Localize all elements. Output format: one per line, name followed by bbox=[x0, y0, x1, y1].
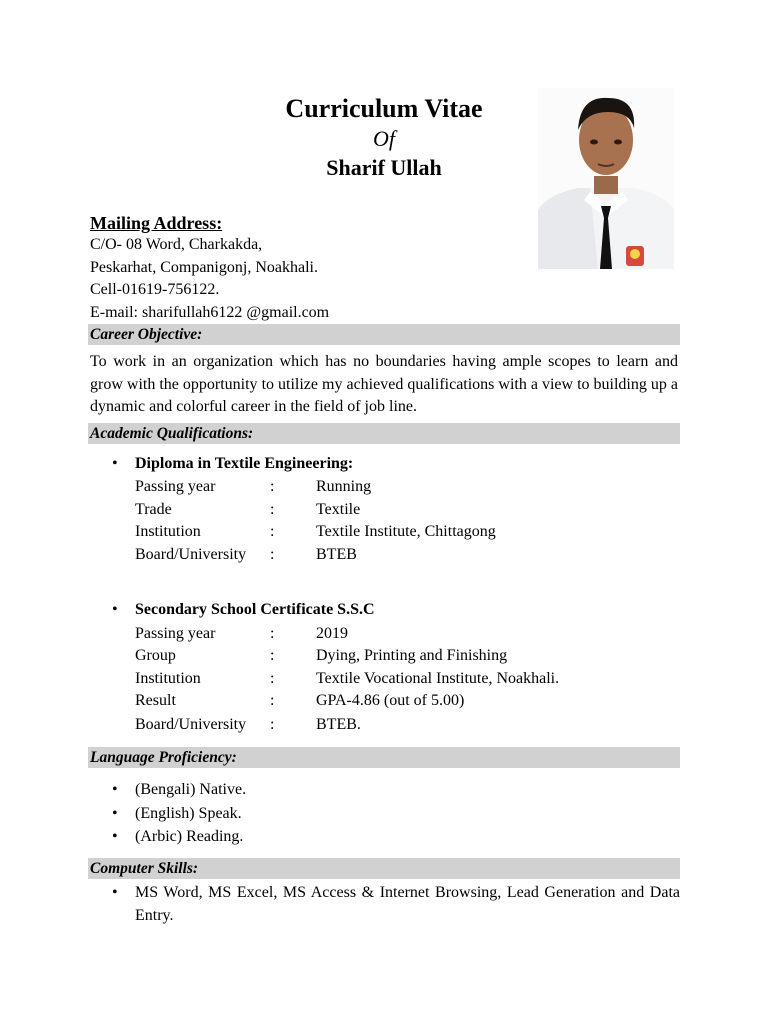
computer-skills-heading: Computer Skills: bbox=[88, 858, 680, 879]
computer-skill-item bbox=[112, 882, 680, 927]
row-key: Group bbox=[135, 647, 176, 664]
title-of: Of bbox=[373, 126, 395, 151]
computer-skill-text: MS Word, MS Excel, MS Access & Internet Browsing, Lead Generation and Data Entry. bbox=[135, 884, 680, 924]
bullet-glyph: • bbox=[112, 781, 118, 798]
row-colon: : bbox=[270, 500, 275, 518]
email-line: E-mail: sharifullah6122 @gmail.com bbox=[90, 303, 330, 321]
diploma-title: Diploma in Textile Engineering: bbox=[135, 455, 354, 472]
row-value: BTEB. bbox=[316, 716, 361, 733]
row-value: Textile bbox=[316, 500, 361, 518]
phone-line: Cell-01619-756122. bbox=[90, 281, 220, 298]
row-key: Passing year bbox=[135, 478, 216, 495]
language-label: (Arbic) Reading. bbox=[135, 828, 244, 845]
language-label: (English) Speak. bbox=[135, 804, 242, 822]
row-key: Institution bbox=[135, 523, 201, 540]
row-colon: : bbox=[270, 716, 275, 733]
language-label: (Bengali) Native. bbox=[135, 781, 247, 798]
candidate-name: Sharif Ullah bbox=[326, 155, 442, 180]
row-colon: : bbox=[270, 647, 275, 664]
row-value: Dying, Printing and Finishing bbox=[316, 647, 508, 664]
ssc-row bbox=[135, 645, 655, 668]
row-value: Textile Vocational Institute, Noakhali. bbox=[316, 669, 560, 687]
bullet-glyph: • bbox=[112, 804, 118, 822]
bullet-glyph: • bbox=[112, 455, 118, 472]
row-key: Result bbox=[135, 692, 176, 709]
ssc-row bbox=[135, 690, 655, 713]
profile-photo-illustration bbox=[538, 88, 674, 269]
row-value: BTEB bbox=[316, 545, 357, 563]
row-colon: : bbox=[270, 478, 275, 495]
mailing-address-heading: Mailing Address: bbox=[90, 213, 223, 233]
row-key: Institution bbox=[135, 669, 201, 687]
address-line-1: C/O- 08 Word, Charkakda, bbox=[90, 236, 263, 253]
diploma-row bbox=[135, 476, 655, 499]
address-line-2: Peskarhat, Companigonj, Noakhali. bbox=[90, 258, 318, 276]
row-colon: : bbox=[270, 669, 275, 687]
row-value: 2019 bbox=[316, 624, 348, 642]
row-colon: : bbox=[270, 624, 275, 642]
bullet-glyph: • bbox=[112, 884, 118, 901]
ssc-row bbox=[135, 668, 655, 691]
ssc-row bbox=[135, 714, 655, 737]
diploma-row bbox=[135, 521, 655, 544]
academic-qualifications-heading: Academic Qualifications: bbox=[88, 423, 680, 444]
row-value: GPA-4.86 (out of 5.00) bbox=[316, 692, 465, 709]
mailing-address bbox=[90, 234, 329, 324]
bullet-glyph: • bbox=[112, 601, 118, 618]
row-colon: : bbox=[270, 545, 275, 563]
row-value: Textile Institute, Chittagong bbox=[316, 523, 496, 540]
ssc-row bbox=[135, 623, 655, 646]
diploma-row bbox=[135, 544, 655, 567]
language-proficiency-heading: Language Proficiency: bbox=[88, 747, 680, 768]
row-key: Board/University bbox=[135, 716, 247, 733]
career-objective-text: To work in an organization which has no boundaries having ample scopes to learn and grow with the opportunity to utilize my achieved qualifications with a view to building up a dynamic and colorful career in the field of job line. bbox=[90, 353, 678, 415]
profile-photo bbox=[538, 88, 674, 269]
row-colon: : bbox=[270, 523, 275, 540]
row-key: Passing year bbox=[135, 624, 216, 642]
ssc-title: Secondary School Certificate S.S.C bbox=[135, 601, 375, 618]
document-title: Curriculum Vitae bbox=[285, 94, 483, 123]
row-value: Running bbox=[316, 478, 372, 495]
row-key: Trade bbox=[135, 500, 172, 518]
row-colon: : bbox=[270, 692, 275, 709]
career-objective-heading: Career Objective: bbox=[88, 324, 680, 345]
diploma-row bbox=[135, 499, 655, 522]
bullet-glyph: • bbox=[112, 828, 118, 845]
row-key: Board/University bbox=[135, 545, 247, 563]
